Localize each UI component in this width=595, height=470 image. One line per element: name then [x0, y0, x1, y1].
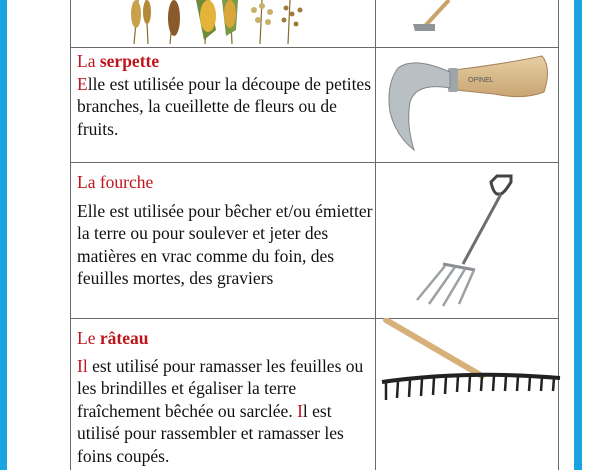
pruning-knife-illustration: [384, 54, 554, 154]
hoe-illustration: [405, 0, 465, 36]
left-blue-border: [0, 0, 7, 470]
serpette-cell: [77, 50, 373, 140]
fourche-cell: [77, 171, 373, 290]
column-divider: [375, 0, 376, 470]
rateau-cell: [77, 327, 373, 468]
serpette-title: La serpette: [77, 51, 160, 71]
row-divider: [70, 47, 559, 48]
rateau-description: Il est utilisé pour ramasser les feuilles ou les brindilles et égaliser la terre fraîchement bêchée ou sarclée. Il est utilisé pour rassembler et ramasser les foins coupés.: [77, 355, 364, 466]
serpette-description: Elle est utilisée pour la découpe de petites branches, la cueillette de fleurs ou de fruits.: [77, 73, 372, 139]
rake-illustration: [378, 318, 564, 408]
cereal-plants-illustration: [120, 0, 310, 44]
svg-text:OPINEL: OPINEL: [468, 77, 494, 84]
fourche-description: Elle est utilisée pour bêcher et/ou émietter la terre ou pour soulever et jeter des matières en vrac comme du foin, des feuilles mortes, des graviers: [77, 200, 373, 289]
garden-fork-illustration: [405, 172, 525, 310]
right-blue-border: [574, 0, 582, 470]
rateau-title: Le râteau: [77, 328, 149, 348]
fourche-title: La fourche: [77, 172, 154, 192]
row-divider: [70, 162, 559, 163]
